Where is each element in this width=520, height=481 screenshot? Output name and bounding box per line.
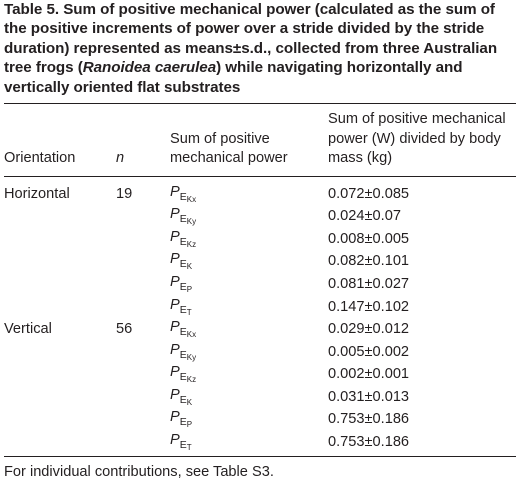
subscript-suffix: T — [186, 443, 192, 453]
power-subscript — [180, 213, 196, 225]
orientation-cell — [4, 430, 116, 453]
subscript-main: E — [179, 213, 187, 226]
power-symbol-cell — [170, 176, 328, 204]
power-subscript — [180, 304, 192, 316]
orientation-cell — [4, 340, 116, 363]
caption-text-1: Table 5. Sum of positive mechanical power (calculated as the sum of the positive increments of power over a stride divided by the stride duration) represented as means±s.d., collected from three Australian tree frogs ( — [4, 1, 498, 77]
power-symbol: P — [170, 228, 180, 245]
value-cell: 0.081±0.027 — [328, 275, 410, 292]
orientation-cell: Horizontal — [4, 185, 70, 202]
n-cell — [116, 430, 170, 453]
subscript-main: E — [179, 190, 187, 203]
header-orientation: Orientation — [4, 150, 76, 167]
subscript-main: E — [179, 326, 187, 339]
power-symbol: P — [170, 432, 180, 449]
n-cell — [116, 407, 170, 430]
power-symbol: P — [170, 409, 180, 426]
n-cell — [116, 249, 170, 272]
value-cell: 0.082±0.101 — [328, 253, 410, 270]
table-row — [4, 295, 516, 318]
power-subscript — [180, 258, 192, 270]
subscript-main: E — [179, 348, 187, 361]
header-sum-power: Sum of positive mechanical power — [170, 130, 288, 167]
subscript-suffix: Kx — [186, 194, 197, 204]
table-row — [4, 407, 516, 430]
subscript-suffix: Kz — [186, 239, 197, 249]
power-symbol-cell — [170, 362, 328, 385]
value-cell: 0.072±0.085 — [328, 185, 410, 202]
n-cell — [116, 385, 170, 408]
bottom-rule — [4, 456, 516, 457]
power-subscript — [180, 371, 196, 383]
power-symbol: P — [170, 319, 180, 336]
power-symbol-cell — [170, 407, 328, 430]
subscript-suffix: Kz — [186, 375, 197, 385]
value-cell: 0.002±0.001 — [328, 366, 410, 383]
header-row — [4, 104, 516, 176]
orientation-cell — [4, 407, 116, 430]
power-subscript — [180, 439, 192, 451]
power-subscript — [180, 281, 192, 293]
power-symbol: P — [170, 273, 180, 290]
subscript-suffix: P — [186, 284, 193, 294]
subscript-main: E — [179, 280, 187, 293]
value-cell: 0.753±0.186 — [328, 434, 410, 451]
power-subscript — [180, 326, 196, 338]
power-subscript — [180, 416, 192, 428]
power-subscript — [180, 236, 196, 248]
subscript-suffix: K — [186, 397, 193, 407]
header-n: n — [116, 150, 125, 167]
power-symbol: P — [170, 251, 180, 268]
table-row — [4, 385, 516, 408]
power-symbol-cell — [170, 249, 328, 272]
power-subscript — [180, 394, 192, 406]
orientation-cell — [4, 204, 116, 227]
subscript-suffix: Kx — [186, 330, 197, 340]
n-cell — [116, 295, 170, 318]
power-symbol-cell — [170, 204, 328, 227]
table-row — [4, 272, 516, 295]
subscript-suffix: T — [186, 307, 192, 317]
power-symbol-cell — [170, 295, 328, 318]
power-symbol-cell — [170, 430, 328, 453]
results-table — [4, 104, 516, 453]
table-body — [4, 176, 516, 453]
power-symbol-cell — [170, 227, 328, 250]
orientation-cell — [4, 227, 116, 250]
caption-text-2: ) while navigating horizontally and vertically oriented flat substrates — [4, 59, 463, 96]
value-cell: 0.008±0.005 — [328, 230, 410, 247]
subscript-suffix: Ky — [186, 352, 197, 362]
subscript-main: E — [179, 393, 187, 406]
orientation-cell — [4, 272, 116, 295]
table-row — [4, 176, 516, 204]
power-subscript — [180, 191, 196, 203]
n-cell — [116, 227, 170, 250]
subscript-main: E — [179, 258, 187, 271]
caption-species: Ranoidea caerulea — [82, 59, 217, 77]
value-cell: 0.029±0.012 — [328, 321, 410, 338]
value-cell: 0.753±0.186 — [328, 411, 410, 428]
power-symbol: P — [170, 341, 180, 358]
power-symbol: P — [170, 386, 180, 403]
n-cell — [116, 204, 170, 227]
table-caption — [4, 0, 516, 97]
header-power-per-mass: Sum of positive mechanical power (W) divided by body mass (kg) — [328, 111, 506, 167]
table-row — [4, 204, 516, 227]
subscript-main: E — [179, 235, 187, 248]
orientation-cell — [4, 295, 116, 318]
power-symbol-cell — [170, 340, 328, 363]
power-subscript — [180, 349, 196, 361]
n-cell: 19 — [116, 185, 133, 202]
table-row — [4, 430, 516, 453]
table-footnote: For individual contributions, see Table S3. — [4, 463, 274, 480]
table-row — [4, 362, 516, 385]
subscript-main: E — [179, 439, 187, 452]
orientation-cell — [4, 249, 116, 272]
power-symbol-cell — [170, 272, 328, 295]
table-row — [4, 340, 516, 363]
n-cell — [116, 362, 170, 385]
table-row — [4, 249, 516, 272]
value-cell: 0.147±0.102 — [328, 298, 410, 315]
subscript-main: E — [179, 303, 187, 316]
power-symbol: P — [170, 183, 180, 200]
table-row — [4, 317, 516, 340]
subscript-suffix: Ky — [186, 217, 197, 227]
power-symbol: P — [170, 364, 180, 381]
power-symbol-cell — [170, 385, 328, 408]
power-symbol: P — [170, 206, 180, 223]
subscript-suffix: K — [186, 262, 193, 272]
n-cell: 56 — [116, 321, 133, 338]
subscript-suffix: P — [186, 420, 193, 430]
orientation-cell: Vertical — [4, 321, 52, 338]
orientation-cell — [4, 385, 116, 408]
value-cell: 0.024±0.07 — [328, 208, 401, 225]
value-cell: 0.005±0.002 — [328, 343, 410, 360]
power-symbol-cell — [170, 317, 328, 340]
orientation-cell — [4, 362, 116, 385]
subscript-main: E — [179, 371, 187, 384]
n-cell — [116, 272, 170, 295]
subscript-main: E — [179, 416, 187, 429]
table-row — [4, 227, 516, 250]
power-symbol: P — [170, 296, 180, 313]
n-cell — [116, 340, 170, 363]
value-cell: 0.031±0.013 — [328, 388, 410, 405]
